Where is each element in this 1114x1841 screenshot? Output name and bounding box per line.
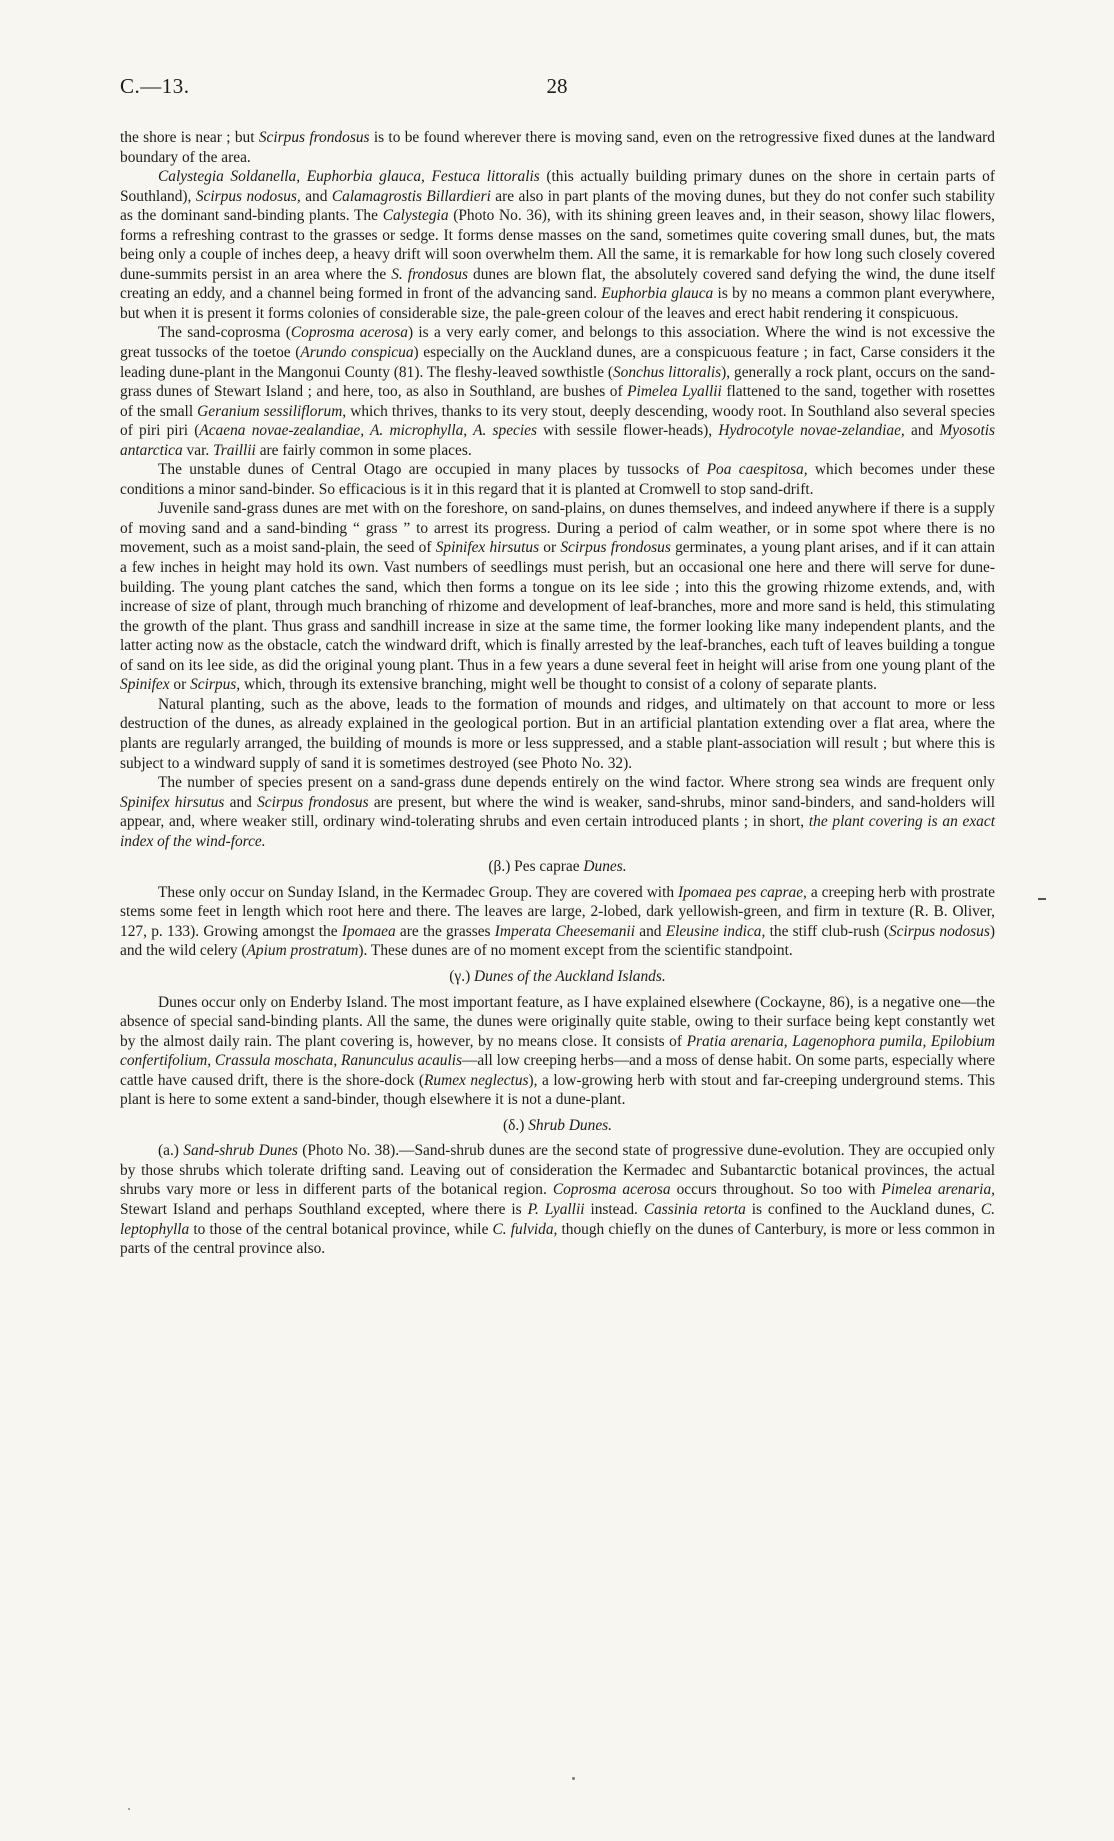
italic-text-run: Euphorbia glauca — [601, 285, 714, 303]
text-run: Natural planting, such as the above, leads to the formation of mounds and ridges, and ultimately on that account to more or less destruction of the dunes, as already explained in the geological portion. But in an artificial plantation extending over a flat area, where the plants are regularly arranged, the building of mounds is more or less suppressed, and a stable plant-association will result ; but where this is subject to a windward supply of sand it is sometimes destroyed (see Photo No. 32). — [120, 695, 995, 772]
italic-text-run: Coprosma acerosa — [552, 1181, 671, 1199]
italic-text-run: Dunes. — [583, 858, 627, 876]
text-run: a creeping herb with prostrate stems some feet in length which root here and there. The leaves are large, 2-lobed, dark yellowish-green, and firm in texture (R. B. Oliver, 127, p. 133). Growing amongst the — [120, 883, 995, 940]
text-run: ), generally a rock plant, occurs on the sand-grass dunes of Stewart Island ; and here, too, as also in Southland, are bushes of — [120, 363, 996, 401]
italic-text-run: Dunes of the Auckland Islands. — [474, 967, 666, 985]
text-run: (δ.) — [503, 1116, 529, 1134]
paragraph — [120, 499, 995, 694]
page-header — [120, 74, 994, 100]
paragraph — [120, 773, 995, 851]
italic-text-run: Scirpus nodosus, — [195, 187, 301, 205]
text-run: var. — [182, 441, 214, 459]
text-run: ) especially on the Auckland dunes, are a conspicuous feature ; in fact, Carse considers it the leading dune-plant in the Mangonui County (81). The fleshy-leaved sowthistle ( — [120, 344, 995, 381]
text-run: (a.) — [158, 1142, 184, 1160]
italic-text-run: Pimelea Lyallii — [627, 383, 722, 401]
text-run: The number of species present on a sand-grass dune depends entirely on the wind factor. Where strong sea winds are frequent only — [158, 774, 995, 792]
text-run: The sand-coprosma ( — [158, 324, 291, 342]
text-run: and — [634, 922, 666, 940]
text-run: and — [224, 793, 258, 811]
italic-text-run: Myosotis antarctica — [120, 422, 996, 459]
text-run: the shore is near ; but — [120, 129, 259, 146]
paragraph — [120, 128, 995, 167]
text-run: are present, but where the wind is weaker, sand-shrubs, minor sand-binders, and sand-holders will appear, and, where weaker still, ordinary wind-tolerating shrubs and even certain introduced plants ; in short, — [120, 793, 996, 831]
section-heading — [120, 1110, 995, 1142]
text-run: These only occur on Sunday Island, in the Kermadec Group. They are covered with — [158, 883, 679, 901]
print-speck — [572, 1777, 575, 1780]
italic-text-run: Rumex neglectus — [424, 1071, 529, 1089]
text-run: are also in part plants of the moving dunes, but they do not confer such stability as the dominant sand-binding plants. The — [120, 187, 996, 225]
text-run: are the grasses — [395, 922, 495, 940]
italic-text-run: Sand-shrub Dunes — [183, 1142, 298, 1160]
text-run: and — [300, 187, 332, 205]
italic-text-run: Traillii — [213, 441, 256, 459]
text-run: or — [169, 676, 191, 694]
section-heading — [120, 961, 995, 993]
text-run: is to be found wherever there is moving sand, even on the retrogressive fixed dunes at the landward boundary of the area. — [120, 129, 995, 166]
italic-text-run: Scirpus frondosus — [258, 129, 370, 146]
italic-text-run: Scirpus nodosus — [888, 922, 990, 940]
text-run: The unstable dunes of Central Otago are occupied in many places by tussocks of — [158, 461, 707, 479]
text-run: Dunes occur only on Enderby Island. The most important feature, as I have explained elsewhere (Cockayne, 86), is a negative one—the absence of special sand-binding plants. All the same, the dunes were originally quite stable, owing to their surface being kept constantly wet by the almost daily rain. The plant covering is, however, by no means close. It consists of — [120, 993, 995, 1050]
italic-text-run: Shrub Dunes. — [528, 1116, 612, 1134]
italic-text-run: C. leptophylla — [120, 1200, 996, 1238]
italic-text-run: Imperata Cheesemanii — [494, 922, 635, 940]
text-run: germinates, a young plant arises, and if it can attain a few inches in height may hold its own. Vast numbers of seedlings must perish, but an occasional one here and there will serve for dune-building. The young plant catches the sand, which then forms a tongue on its lee side ; into this the growing rhizome extends, and, with increase of size of plant, through much branching of rhizome and development of leaf-branches, more and more sand is held, this stimulating the growth of the plant. Thus grass and sandhill increase in size at the same time, the former looking like many independent plants, and the latter acting now as the obstacle, catch the windward drift, which is finally arrested by the leaf-branches, each tuft of leaves building a tongue of sand on its lee side, as did the original young plant. Thus in a few years a dune several feet in height will arise from one young plant of the — [120, 539, 995, 674]
italic-text-run: Ipomaea — [341, 922, 396, 940]
text-run: Juvenile sand-grass dunes are met with on the foreshore, on sand-plains, on dunes themselves, and indeed anywhere if there is a supply of moving sand and a sand-binding “ grass ” to arrest its progress. During a period of calm weather, or in some spot where there is no movement, such as a moist sand-plain, the seed of — [120, 500, 995, 557]
paragraph — [120, 167, 995, 323]
text-run: is confined to the Auckland dunes, — [745, 1200, 981, 1218]
page-body — [120, 128, 995, 1259]
paragraph — [120, 460, 995, 499]
italic-text-run: Pratia arenaria, Lagenophora pumila, Epilobium confertifolium, Crassula moschata, Ranunculus acaulis — [120, 1032, 995, 1070]
italic-text-run: Calystegia Soldanella, Euphorbia glauca, Festuca littoralis — [158, 168, 540, 186]
document-reference: C.—13. — [120, 74, 190, 98]
italic-text-run: the plant covering is an exact index of the wind-force. — [120, 813, 995, 850]
italic-text-run: Geranium sessiliflorum, — [197, 402, 347, 420]
paragraph — [120, 993, 995, 1110]
text-run: (β.) Pes caprae — [488, 858, 584, 876]
italic-text-run: Scirpus, — [190, 676, 241, 694]
text-run: the stiff club-rush ( — [765, 922, 889, 940]
text-run: flattened to the sand, together with rosettes of the small — [120, 383, 995, 420]
text-run: dunes are blown flat, the absolutely covered sand defying the wind, the dune itself creating an eddy, and a channel being formed in front of the advancing sand. — [120, 265, 996, 303]
paragraph — [120, 883, 995, 961]
section-heading — [120, 851, 995, 883]
text-run: and — [904, 422, 940, 440]
text-run: to those of the central botanical province, while — [189, 1220, 493, 1238]
text-run: ) is a very early comer, and belongs to this association. Where the wind is not excessive the great tussocks of the toetoe ( — [120, 324, 996, 362]
italic-text-run: P. Lyallii — [527, 1200, 585, 1218]
paragraph — [120, 1141, 995, 1258]
text-run: ), a low-growing herb with stout and far-creeping underground stems. This plant is here to some extent a sand-binder, though elsewhere it is not a dune-plant. — [120, 1071, 996, 1109]
text-run: or — [539, 539, 561, 557]
print-speck — [128, 1808, 130, 1810]
italic-text-run: Spinifex hirsutus — [435, 539, 540, 557]
text-run: which becomes under these conditions a minor sand-binder. So efficacious is it in this regard that it is planted at Cromwell to stop sand-drift. — [120, 461, 995, 498]
italic-text-run: Acaena novae-zealandiae, A. microphylla, A. species — [199, 422, 537, 440]
margin-mark — [1038, 898, 1046, 900]
text-run: (γ.) — [449, 967, 475, 985]
page-number: 28 — [546, 74, 568, 98]
text-run: though chiefly on the dunes of Canterbury, is more or less common in parts of the central province also. — [120, 1220, 995, 1258]
italic-text-run: Sonchus littoralis — [612, 363, 722, 381]
text-run: instead. — [584, 1200, 644, 1218]
italic-text-run: S. frondosus — [391, 265, 468, 283]
italic-text-run: Scirpus frondosus — [257, 793, 369, 811]
italic-text-run: Arundo conspicua — [300, 344, 414, 362]
italic-text-run: Hydrocotyle novae-zelandiae, — [718, 422, 905, 440]
text-run: (this actually building primary dunes on the shore in certain parts of Southland), — [120, 168, 996, 205]
italic-text-run: Cassinia retorta — [643, 1200, 746, 1218]
paragraph — [120, 695, 995, 773]
text-run: (Photo No. 36), with its shining green leaves and, in their season, showy lilac flowers, forms a refreshing contrast to the grasses or sedge. It forms dense masses on the sand, sometimes quite covering small dunes, but, the mats being only a couple of inches deep, a heavy drift will soon overwhelm them. All the same, it is remarkable for how long such closely covered dune-summits persist in an area where the — [120, 207, 995, 283]
italic-text-run: Calamagrostis Billardieri — [331, 187, 491, 205]
italic-text-run: Ipomaea pes caprae, — [678, 883, 807, 901]
italic-text-run: C. fulvida, — [492, 1220, 558, 1238]
italic-text-run: Apium prostratum — [246, 942, 359, 960]
text-run: occurs throughout. So too with — [670, 1181, 882, 1199]
text-run: —all low creeping herbs—and a moss of dense habit. On some parts, especially where cattle have caused drift, there is the shore-dock ( — [120, 1052, 995, 1089]
paragraph — [120, 323, 995, 460]
italic-text-run: Spinifex hirsutus — [120, 793, 225, 811]
text-run: Stewart Island and perhaps Southland excepted, where there is — [120, 1200, 528, 1218]
italic-text-run: Eleusine indica, — [665, 922, 766, 940]
text-run: (Photo No. 38).—Sand-shrub dunes are the second state of progressive dune-evolution. They are occupied only by those shrubs which tolerate drifting sand. Leaving out of consideration the Kermadec and Subantarctic botanical provinces, the actual shrubs vary more or less in different parts of the botanical region. — [120, 1142, 995, 1199]
text-run: with sessile flower-heads), — [536, 422, 719, 440]
italic-text-run: Scirpus frondosus — [560, 539, 671, 557]
italic-text-run: Coprosma acerosa — [290, 324, 408, 342]
text-run: is by no means a common plant everywhere, but when it is present it forms colonies of considerable size, the pale-green colour of the leaves and erect habit rendering it conspicuous. — [120, 285, 995, 322]
text-run: which thrives, thanks to its very stout, deeply descending, woody root. In Southland also several species of piri piri ( — [120, 402, 995, 440]
italic-text-run: Poa caespitosa, — [706, 461, 808, 479]
italic-text-run: Pimelea arenaria, — [881, 1181, 995, 1199]
text-run: which, through its extensive branching, might well be thought to consist of a colony of separate plants. — [240, 676, 878, 694]
text-run: are fairly common in some places. — [255, 441, 472, 459]
text-run: ) and the wild celery ( — [120, 922, 996, 960]
italic-text-run: Calystegia — [382, 207, 449, 225]
text-run: ). These dunes are of no moment except from the scientific standpoint. — [358, 942, 793, 960]
italic-text-run: Spinifex — [120, 676, 170, 694]
